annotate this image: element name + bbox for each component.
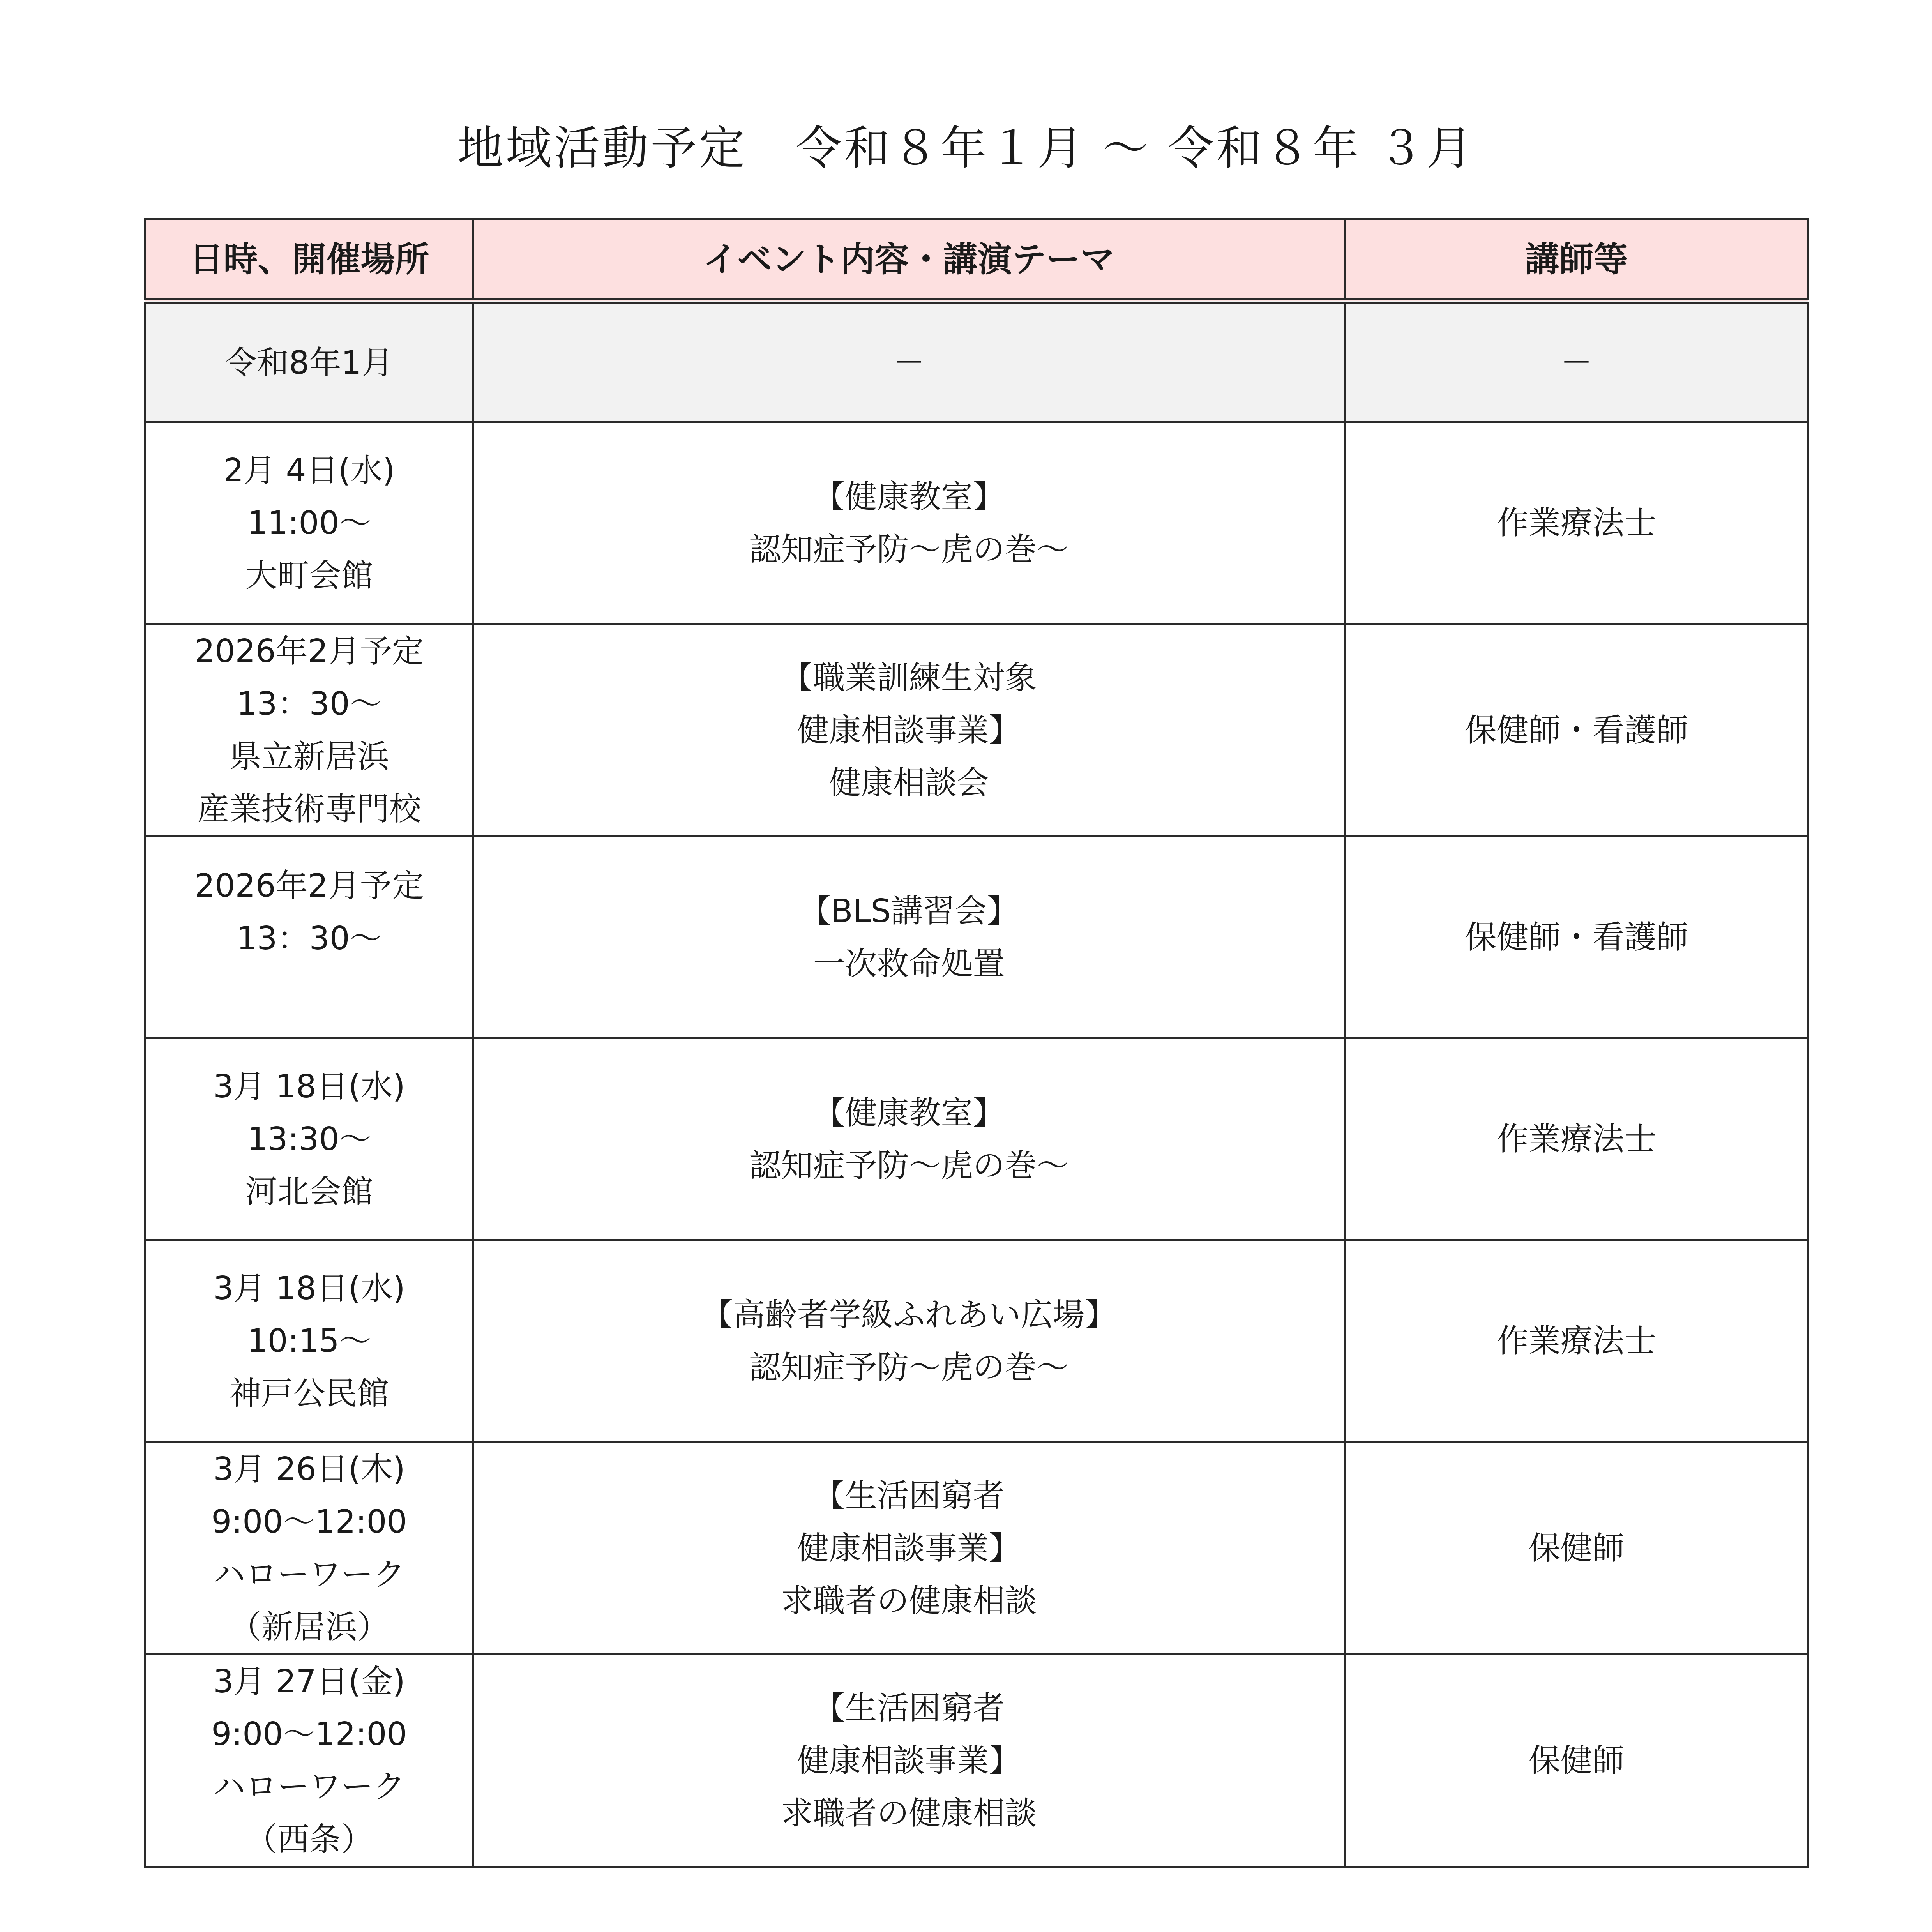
event-line: 【健康教室】 — [813, 478, 1005, 516]
event-line: 【生活困窮者 — [813, 1477, 1005, 1514]
event-cell — [473, 624, 1345, 837]
date-cell — [145, 837, 473, 1038]
lecturer-cell: 作業療法士 — [1345, 422, 1808, 624]
event-line: 一次救命処置 — [813, 945, 1005, 982]
lecturer-cell: 保健師 — [1345, 1442, 1808, 1655]
event-line: 【生活困窮者 — [813, 1689, 1005, 1727]
event-line: 認知症予防～虎の巻～ — [749, 1147, 1069, 1184]
event-line: 求職者の健康相談 — [781, 1582, 1037, 1619]
lecturer-cell: 作業療法士 — [1345, 1038, 1808, 1240]
event-line: 【職業訓練生対象 — [781, 659, 1037, 696]
header-lecturer: 講師等 — [1345, 219, 1808, 302]
date-cell — [145, 422, 473, 624]
time-line: 13：30～ — [237, 920, 382, 957]
lecturer-cell: 保健師・看護師 — [1345, 624, 1808, 837]
event-cell — [473, 1038, 1345, 1240]
date-line: 2026年2月予定 — [194, 633, 424, 670]
date-line: 2月 4日(水) — [223, 452, 395, 489]
page-title: 地域活動予定 令和８年１月 ～ 令和８年 ３月 — [457, 121, 1475, 175]
event-line: 【高齢者学級ふれあい広場】 — [701, 1296, 1117, 1333]
event-cell — [473, 1240, 1345, 1442]
time-line: 9:00～12:00 — [211, 1716, 407, 1753]
date-line: 3月 18日(水) — [213, 1068, 405, 1105]
header-event-theme: イベント内容・講演テーマ — [473, 219, 1345, 302]
event-line: 【健康教室】 — [813, 1094, 1005, 1132]
time-line: 13:30～ — [247, 1121, 371, 1158]
lecturer-cell: 保健師 — [1345, 1655, 1808, 1867]
time-line: 9:00～12:00 — [211, 1503, 407, 1540]
event-line: 健康相談事業】 — [797, 712, 1021, 749]
table-row — [145, 422, 1808, 624]
location-line: ハローワーク — [213, 1768, 405, 1805]
month-row-date: 令和8年1月 — [145, 301, 473, 422]
time-line: 11:00～ — [247, 505, 371, 542]
event-line: 健康相談会 — [829, 764, 989, 802]
lecturer-cell: 作業療法士 — [1345, 1240, 1808, 1442]
event-cell — [473, 1442, 1345, 1655]
time-line: 13：30～ — [237, 685, 382, 722]
location-line: 県立新居浜 — [229, 738, 389, 775]
event-line: 認知症予防～虎の巻～ — [749, 1349, 1069, 1386]
location-line: （新居浜） — [229, 1609, 389, 1646]
month-row-lecturer: － — [1345, 301, 1808, 422]
header-row — [145, 219, 1808, 302]
date-cell — [145, 1038, 473, 1240]
date-line: 2026年2月予定 — [194, 867, 424, 904]
event-line: 健康相談事業】 — [797, 1529, 1021, 1567]
date-cell — [145, 1442, 473, 1655]
date-cell — [145, 624, 473, 837]
location-line: （西条） — [245, 1821, 373, 1858]
month-row-event: － — [473, 301, 1345, 422]
location-line: ハローワーク — [213, 1556, 405, 1593]
event-cell — [473, 422, 1345, 624]
date-cell — [145, 1240, 473, 1442]
table-row — [145, 837, 1808, 1038]
location-line: 神戸公民館 — [229, 1375, 389, 1412]
date-line: 3月 18日(水) — [213, 1270, 405, 1307]
location-line: 河北会館 — [245, 1173, 373, 1210]
event-cell — [473, 837, 1345, 1038]
table-row — [145, 1240, 1808, 1442]
header-date-location: 日時、開催場所 — [145, 219, 473, 302]
location-line: 大町会館 — [245, 557, 373, 594]
event-line: 健康相談事業】 — [797, 1742, 1021, 1779]
table-row — [145, 624, 1808, 837]
event-line: 【BLS講習会】 — [799, 892, 1019, 930]
schedule-table — [144, 218, 1809, 1868]
date-cell — [145, 1655, 473, 1867]
date-line: 3月 27日(金) — [213, 1663, 405, 1700]
date-line: 3月 26日(木) — [213, 1451, 405, 1488]
event-line: 認知症予防～虎の巻～ — [749, 531, 1069, 568]
time-line: 10:15～ — [247, 1323, 371, 1360]
month-row — [145, 301, 1808, 422]
table-row — [145, 1655, 1808, 1867]
event-line: 求職者の健康相談 — [781, 1794, 1037, 1832]
event-cell — [473, 1655, 1345, 1867]
lecturer-cell: 保健師・看護師 — [1345, 837, 1808, 1038]
table-row — [145, 1442, 1808, 1655]
location-line: 産業技術専門校 — [197, 791, 421, 828]
table-row — [145, 1038, 1808, 1240]
